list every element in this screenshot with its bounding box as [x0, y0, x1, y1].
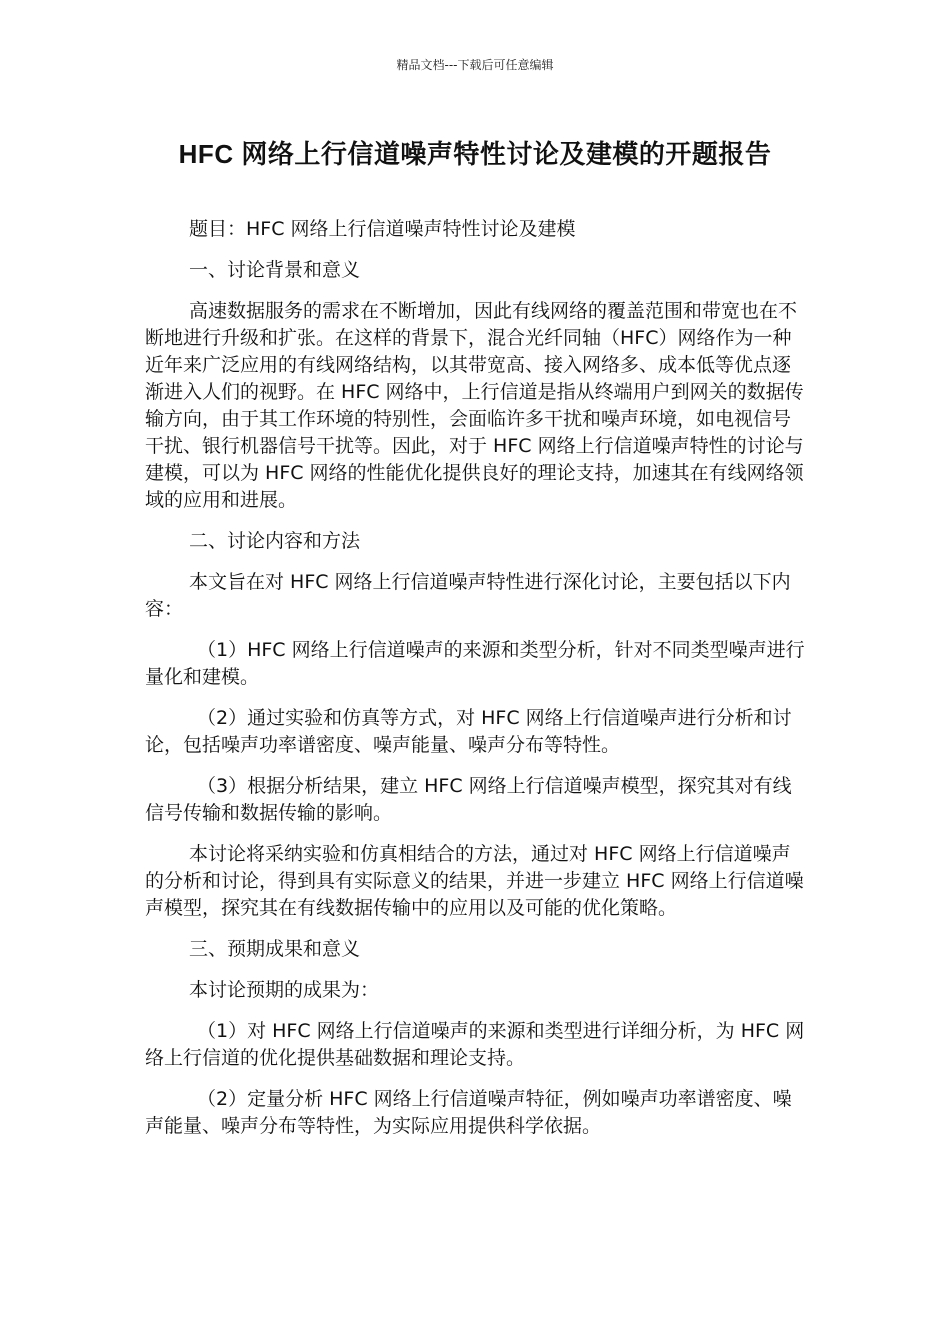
content-list-item: （2）通过实验和仿真等方式，对 HFC 网络上行信道噪声进行分析和讨论，包括噪声功率谱密度、噪声能量、噪声分布等特性。 [145, 707, 792, 756]
method-paragraph: 本讨论将采纳实验和仿真相结合的方法，通过对 HFC 网络上行信道噪声的分析和讨论，得到具有实际意义的结果，并进一步建立 HFC 网络上行信道噪声模型，探究其在有线数据传输中的应用以及可能的优化策略。 [145, 843, 804, 919]
section-heading-background: 一、讨论背景和意义 [189, 259, 361, 281]
content-list-item: （1）HFC 网络上行信道噪声的来源和类型分析，针对不同类型噪声进行量化和建模。 [145, 639, 805, 688]
expected-result-item: （2）定量分析 HFC 网络上行信道噪声特征，例如噪声功率谱密度、噪声能量、噪声分布等特性，为实际应用提供科学依据。 [145, 1088, 792, 1137]
document-title: HFC 网络上行信道噪声特性讨论及建模的开题报告 [178, 139, 772, 169]
topic-line: 题目：HFC 网络上行信道噪声特性讨论及建模 [189, 218, 576, 240]
background-paragraph: 高速数据服务的需求在不断增加，因此有线网络的覆盖范围和带宽也在不断地进行升级和扩张。在这样的背景下，混合光纤同轴（HFC）网络作为一种近年来广泛应用的有线网络结构，以其带宽高、接入网络多、成本低等优点逐渐进入人们的视野。在 HFC 网络中，上行信道是指从终端用户到网关的数据传输方向，由于其工作环境的特别性，会面临许多干扰和噪声环境，如电视信号干扰、银行机器信号干扰等。因此，对于 HFC 网络上行信道噪声特性的讨论与建模，可以为 HFC 网络的性能优化提供良好的理论支持，加速其在有线网络领域的应用和进展。 [145, 300, 804, 511]
content-list-item: （3）根据分析结果，建立 HFC 网络上行信道噪声模型，探究其对有线信号传输和数据传输的影响。 [145, 775, 792, 824]
document-body [145, 216, 807, 1154]
expected-result-item: （1）对 HFC 网络上行信道噪声的来源和类型进行详细分析，为 HFC 网络上行信道的优化提供基础数据和理论支持。 [145, 1020, 805, 1069]
expected-results-intro: 本讨论预期的成果为： [189, 979, 380, 1001]
content-intro-paragraph: 本文旨在对 HFC 网络上行信道噪声特性进行深化讨论，主要包括以下内容： [145, 571, 791, 620]
section-heading-content-method: 二、讨论内容和方法 [189, 530, 361, 552]
page-header-note: 精品文档---下载后可任意编辑 [396, 58, 554, 72]
section-heading-expected-results: 三、预期成果和意义 [189, 938, 361, 960]
